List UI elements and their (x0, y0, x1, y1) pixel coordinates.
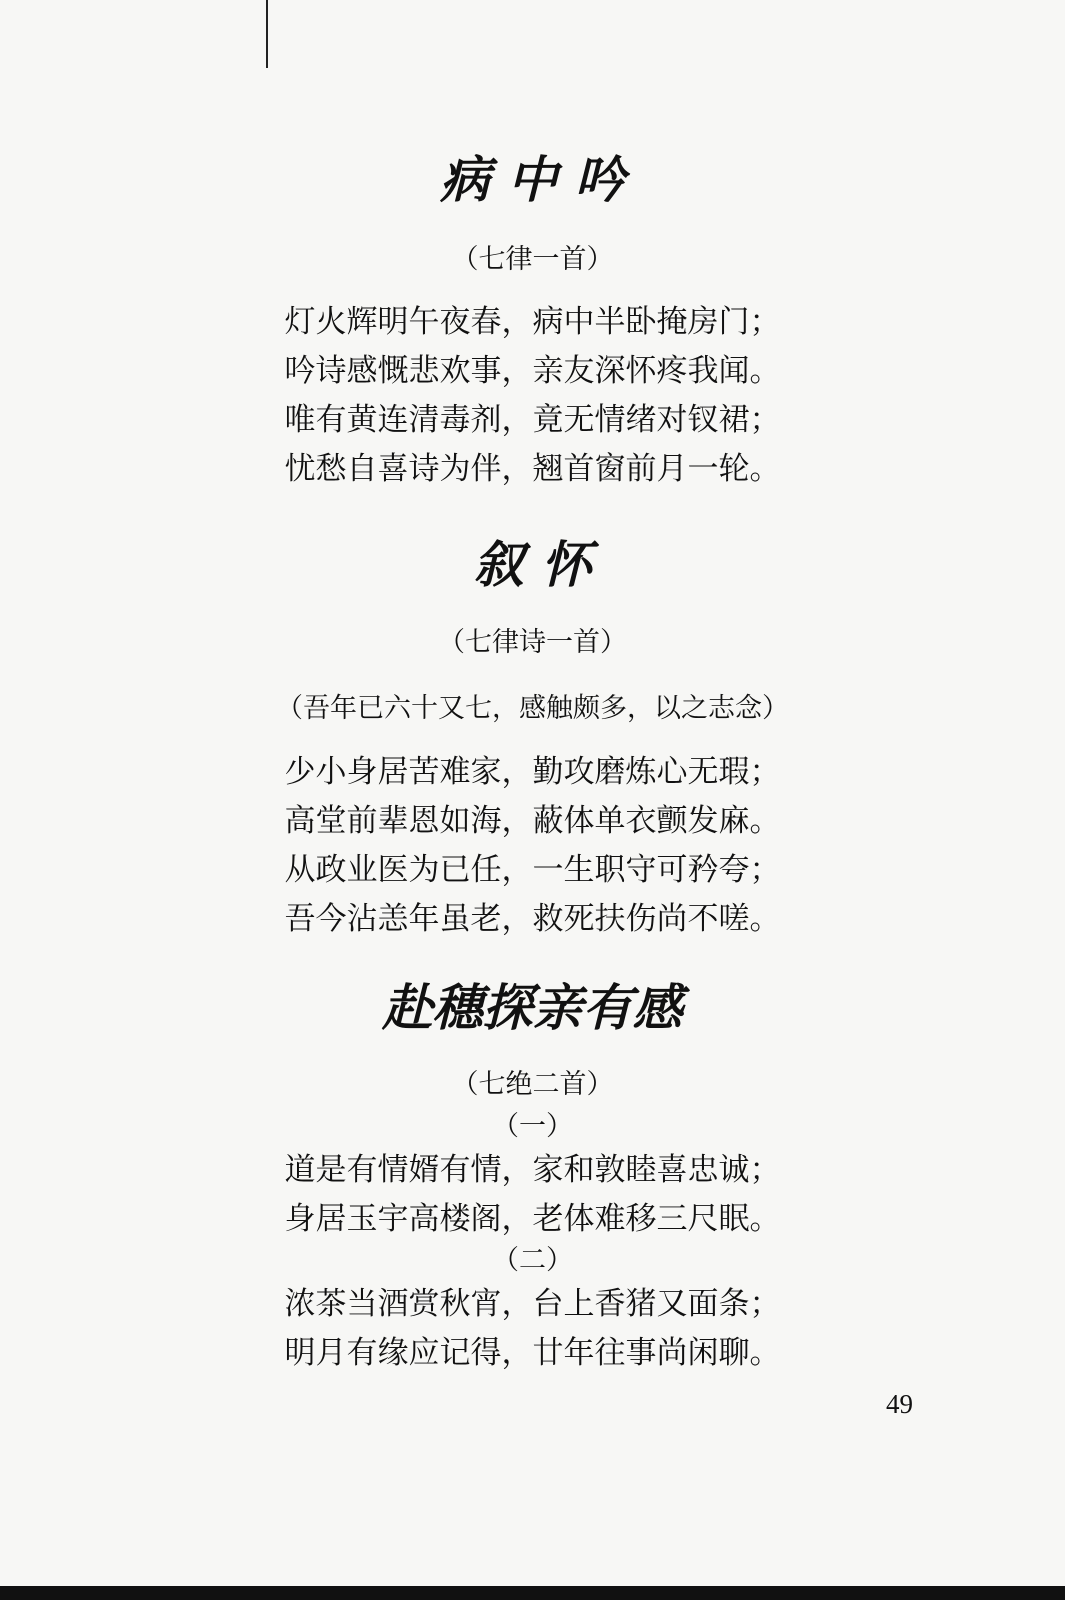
scan-edge (0, 1586, 1065, 1600)
poem-note: （吾年已六十又七，感触颇多，以之志念） (276, 693, 789, 724)
poem-line: 身居玉宇高楼阁，老体难移三尺眠。 (284, 1201, 781, 1237)
poem-title: 病 中 吟 (440, 150, 625, 209)
poem-body (0, 298, 1065, 494)
poem-body (0, 1280, 1065, 1378)
poem-form: （七律诗一首） (438, 627, 627, 658)
poem-line: 灯火辉明午夜春，病中半卧掩房门； (284, 304, 781, 340)
page-number: 49 (886, 1389, 913, 1419)
poem-part-label: （二） (492, 1245, 573, 1276)
poem-body (0, 748, 1065, 944)
poem-line: 吾今沾恙年虽老，救死扶伤尚不嗟。 (284, 901, 781, 937)
poem-line: 少小身居苦难家，勤攻磨炼心无瑕； (284, 754, 781, 790)
poem-title: 叙 怀 (473, 535, 592, 594)
poem-line: 道是有情婿有情，家和敦睦喜忠诚； (284, 1152, 781, 1188)
poem-title: 赴穗探亲有感 (382, 978, 683, 1037)
poem-part-label: （一） (492, 1111, 573, 1142)
poem-line: 高堂前辈恩如海，蔽体单衣颤发麻。 (284, 803, 781, 839)
margin-line (266, 0, 268, 68)
poem-line: 吟诗感慨悲欢事，亲友深怀疼我闻。 (284, 353, 781, 389)
poem-form: （七律一首） (451, 244, 614, 275)
poem-line: 从政业医为已任，一生职守可矜夸； (284, 852, 781, 888)
poem-line: 忧愁自喜诗为伴，翘首窗前月一轮。 (284, 451, 781, 487)
poem-body (0, 1146, 1065, 1244)
poem-form: （七绝二首） (451, 1069, 614, 1100)
poem-line: 唯有黄连清毒剂，竟无情绪对钗裙； (284, 402, 781, 438)
poem-line: 明月有缘应记得，廿年往事尚闲聊。 (284, 1335, 781, 1371)
poem-line: 浓茶当酒赏秋宵，台上香猪又面条； (284, 1286, 781, 1322)
